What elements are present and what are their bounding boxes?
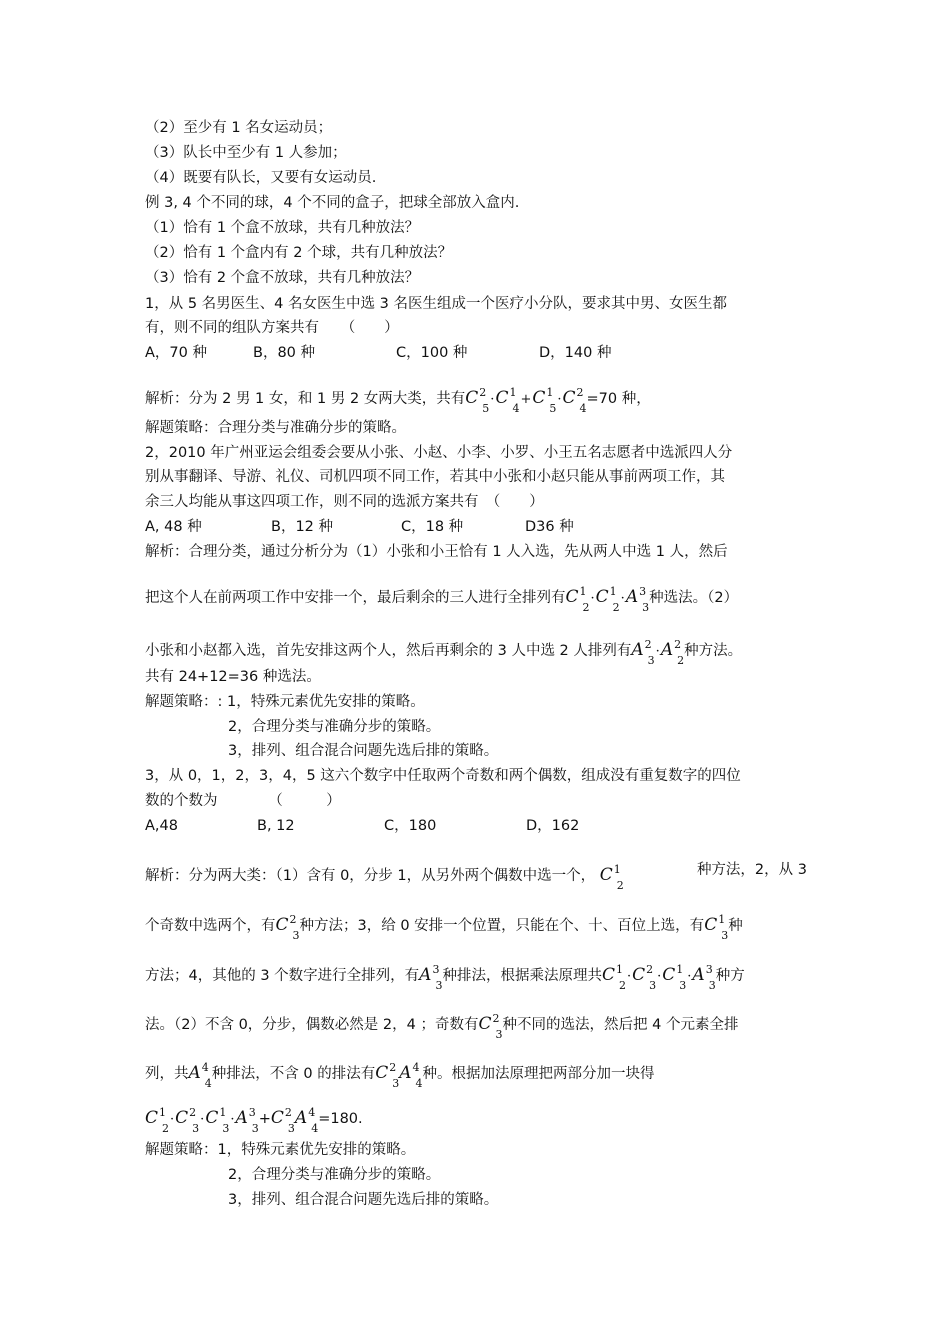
question-1-line: 有，则不同的组队方案共有 （ ）: [145, 320, 399, 336]
question-3-solution: 解析：分为两大类：（1）含有 0，分步 1，从另外两个偶数中选一个， $C^1_2$ 种方法，2，从 3: [145, 862, 807, 892]
strategy-line: 3，排列、组合混合问题先选后排的策略。: [228, 1192, 499, 1208]
formula: $C^2_5\cdot C^1_4+C^1_5\cdot C^2_4$: [465, 386, 587, 415]
question-3-solution: 列，共$A^4_4$种排法，不含 0 的排法有$C^2_3A^4_4$种。根据加法原理把两部分加一块得: [145, 1061, 655, 1090]
formula: $A^3_3$: [419, 963, 443, 992]
option-d: D，140 种: [539, 345, 612, 361]
option-c: C，18 种: [401, 519, 464, 535]
formula: $C^1_2$: [599, 863, 624, 892]
formula: $C^1_2\cdot C^1_2\cdot A^3_3$: [565, 585, 650, 614]
question-1-options: [145, 343, 611, 363]
text-line: （2）至少有 1 名女运动员；: [145, 120, 333, 136]
option-a: A，70 种: [145, 345, 207, 361]
formula: $C^1_3$: [704, 913, 729, 942]
strategy-line: 2，合理分类与准确分步的策略。: [228, 719, 441, 735]
formula: $C^2_3A^4_4$: [270, 1106, 319, 1135]
example-heading: 例 3, 4 个不同的球，4 个不同的盒子，把球全部放入盒内.: [145, 195, 520, 211]
formula: $C^2_3$: [275, 913, 300, 942]
text-line: 共有 24+12=36 种选法。: [145, 669, 321, 685]
text-line: （3）队长中至少有 1 人参加；: [145, 145, 347, 161]
formula: $C^2_3$: [478, 1012, 503, 1041]
strategy-line: 解题策略：1，特殊元素优先安排的策略。: [145, 1142, 416, 1158]
question-2-solution: 把这个人在前两项工作中安排一个，最后剩余的三人进行全排列有$C^1_2\cdot C^1_2\cdot A^3_3$种选法。（2）: [145, 585, 739, 614]
question-3-solution: 个奇数中选两个，有$C^2_3$种方法；3，给 0 安排一个位置，只能在个、十、百位上选，有$C^1_3$种: [145, 913, 743, 942]
question-3-solution: 方法；4，其他的 3 个数字进行全排列，有$A^3_3$种排法，根据乘法原理共$C^1_2\cdot C^2_3\cdot C^1_3\cdot A^3_3$种方: [145, 963, 745, 992]
option-d: D36 种: [525, 519, 574, 535]
question-3-solution: $C^1_2\cdot C^2_3\cdot C^1_3\cdot A^3_3+C^2_3A^4_4=180$.: [145, 1106, 363, 1135]
formula: $C^1_2\cdot C^2_3\cdot C^1_3\cdot A^3_3$: [601, 963, 716, 992]
text-line: （3）恰有 2 个盒不放球，共有几种放法？: [145, 270, 420, 286]
text-line: （2）恰有 1 个盒内有 2 个球，共有几种放法？: [145, 245, 453, 261]
question-3-line: 数的个数为 （ ）: [145, 793, 341, 809]
option-b: B，80 种: [253, 345, 316, 361]
question-2-line: 别从事翻译、导游、礼仪、司机四项不同工作，若其中小张和小赵只能从事前两项工作，其: [145, 469, 725, 485]
question-2-options: [145, 517, 574, 537]
text-line: （4）既要有队长，又要有女运动员.: [145, 170, 377, 186]
question-2-line: 余三人均能从事这四项工作，则不同的选派方案共有 （ ）: [145, 494, 544, 510]
option-d: D，162: [526, 818, 580, 834]
option-b: B，12 种: [271, 519, 334, 535]
question-1-line: 1，从 5 名男医生、4 名女医生中选 3 名医生组成一个医疗小分队，要求其中男、女医生都: [145, 296, 727, 312]
text-line: （1）恰有 1 个盒不放球，共有几种放法？: [145, 220, 420, 236]
strategy-line: 3，排列、组合混合问题先选后排的策略。: [228, 743, 499, 759]
question-1-solution: 解析：分为 2 男 1 女，和 1 男 2 女两大类，共有$C^2_5\cdot C^1_4+C^1_5\cdot C^2_4=70$ 种，: [145, 386, 651, 415]
question-3-solution: 法。（2）不含 0，分步，偶数必然是 2，4 ；奇数有$C^2_3$种不同的选法，然后把 4 个元素全排: [145, 1012, 739, 1041]
option-b: B, 12: [257, 818, 295, 834]
formula: $C^2_3A^4_4$: [375, 1061, 423, 1090]
question-3-line: 3，从 0，1，2，3，4，5 这六个数字中任取两个奇数和两个偶数，组成没有重复数字的四位: [145, 768, 741, 784]
formula: $C^1_2\cdot C^2_3\cdot C^1_3\cdot A^3_3$: [145, 1106, 259, 1135]
question-3-options: [145, 816, 579, 836]
formula: $A^2_3\cdot A^2_2$: [631, 638, 685, 667]
strategy-line: 解题策略：合理分类与准确分步的策略。: [145, 420, 406, 436]
strategy-line: 2，合理分类与准确分步的策略。: [228, 1167, 441, 1183]
formula: $A^4_4$: [188, 1061, 212, 1090]
option-c: C，100 种: [396, 345, 468, 361]
question-2-solution: 解析：合理分类，通过分析分为（1）小张和小王恰有 1 人入选，先从两人中选 1 人，然后: [145, 544, 728, 560]
option-c: C，180: [384, 818, 437, 834]
option-a: A,48: [145, 818, 178, 834]
question-2-solution: 小张和小赵都入选，首先安排这两个人，然后再剩余的 3 人中选 2 人排列有$A^2_3\cdot A^2_2$种方法。: [145, 638, 743, 667]
strategy-line: 解题策略：: 1，特殊元素优先安排的策略。: [145, 694, 425, 710]
option-a: A, 48 种: [145, 519, 202, 535]
question-2-line: 2，2010 年广州亚运会组委会要从小张、小赵、小李、小罗、小王五名志愿者中选派四人分: [145, 445, 733, 461]
